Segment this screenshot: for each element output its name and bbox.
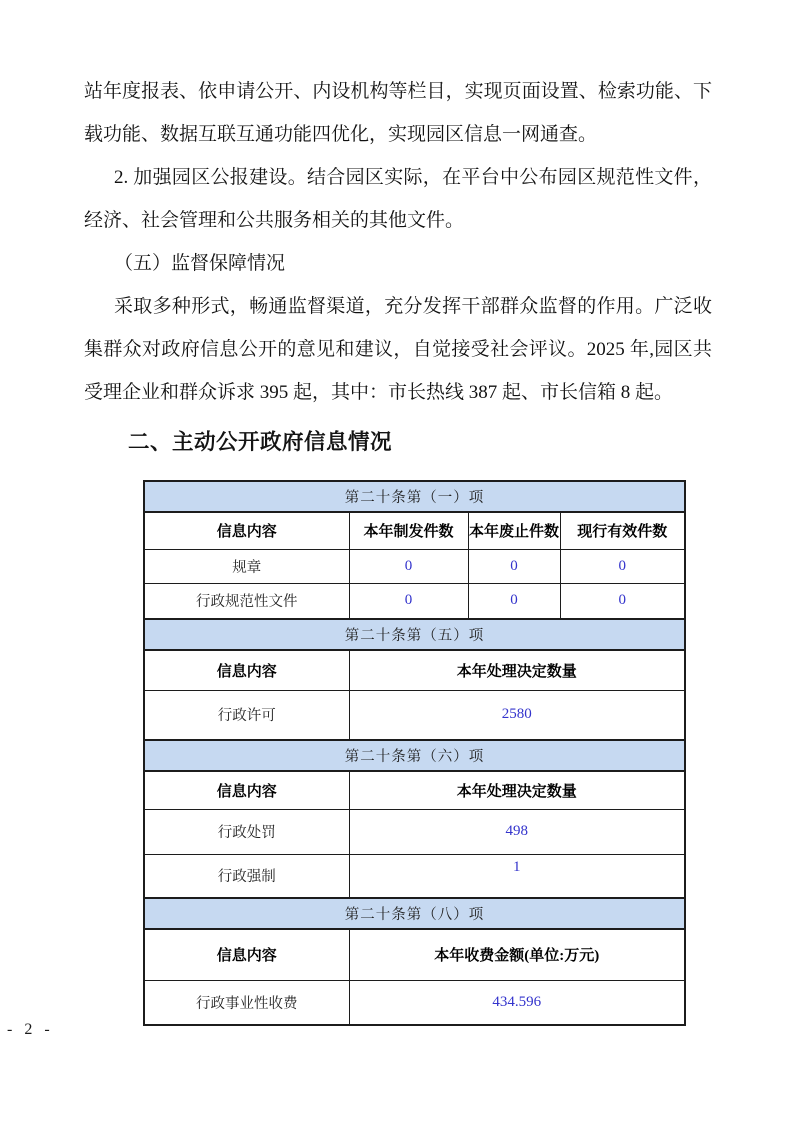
disclosure-statistics-table: [143, 480, 686, 1026]
paragraph-continuation: 站年度报表、依申请公开、内设机构等栏目，实现页面设置、检索功能、下载功能、数据互联互通功能四优化，实现园区信息一网通查。: [84, 81, 712, 145]
page-content: [84, 70, 712, 1026]
row-label-administrative-penalty: 行政处罚: [144, 809, 349, 854]
paragraph-supervision-detail: 采取多种形式，畅通监督渠道，充分发挥干部群众监督的作用。广泛收集群众对政府信息公开的意见和建议，自觉接受社会评议。2025 年,园区共受理企业和群众诉求 395 起，其中：市长热线 387 起、市长信箱 8 起。: [84, 296, 712, 403]
column-header-decisions-this-year: 本年处理决定数量: [349, 771, 685, 809]
column-header-info-content: 信息内容: [144, 929, 349, 980]
cell-value: 0: [349, 549, 468, 583]
column-header-repealed-this-year: 本年废止件数: [468, 512, 560, 549]
table-band-article20-item6: 第二十条第（六）项: [144, 740, 685, 771]
column-header-info-content: 信息内容: [144, 512, 349, 549]
column-header-info-content: 信息内容: [144, 771, 349, 809]
column-header-info-content: 信息内容: [144, 650, 349, 690]
cell-value: 0: [560, 583, 685, 619]
table-band-article20-item1: 第二十条第（一）项: [144, 481, 685, 512]
row-label-normative-documents: 行政规范性文件: [144, 583, 349, 619]
paragraph-subheading-supervision: （五）监督保障情况: [114, 253, 286, 274]
page-number: - 2 -: [7, 1021, 54, 1038]
column-header-issued-this-year: 本年制发件数: [349, 512, 468, 549]
cell-value: 0: [349, 583, 468, 619]
cell-value: 0: [468, 549, 560, 583]
row-label-administrative-license: 行政许可: [144, 690, 349, 740]
paragraph-bulletin: 2. 加强园区公报建设。结合园区实际，在平台中公布园区规范性文件，经济、社会管理和公共服务相关的其他文件。: [84, 167, 712, 231]
cell-value: 434.596: [349, 980, 685, 1025]
row-label-administrative-coercion: 行政强制: [144, 854, 349, 898]
section-heading-proactive-disclosure: 二、主动公开政府信息情况: [128, 430, 393, 454]
cell-value: 0: [468, 583, 560, 619]
column-header-decisions-this-year: 本年处理决定数量: [349, 650, 685, 690]
table-band-article20-item5: 第二十条第（五）项: [144, 619, 685, 650]
cell-value: 2580: [349, 690, 685, 740]
column-header-fees-collected: 本年收费金额(单位:万元): [349, 929, 685, 980]
cell-value: 498: [349, 809, 685, 854]
table-band-article20-item8: 第二十条第（八）项: [144, 898, 685, 929]
column-header-currently-effective: 现行有效件数: [560, 512, 685, 549]
row-label-regulations: 规章: [144, 549, 349, 583]
cell-value: 1: [349, 854, 685, 898]
cell-value: 0: [560, 549, 685, 583]
row-label-administrative-fees: 行政事业性收费: [144, 980, 349, 1025]
